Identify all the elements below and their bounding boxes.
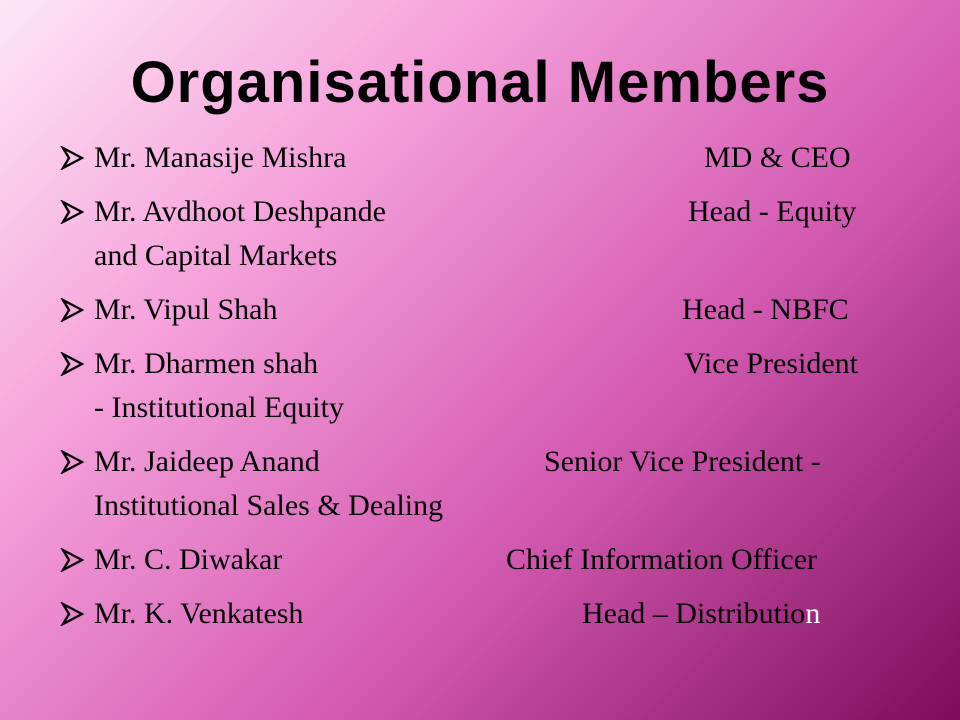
member-role: Vice President	[684, 347, 858, 380]
member-role-continued: and Capital Markets	[94, 239, 338, 272]
arrowhead-bullet-icon	[60, 440, 94, 484]
member-name: Mr. Vipul Shah	[94, 293, 278, 326]
arrowhead-bullet-icon	[60, 342, 94, 386]
member-role-continued: Institutional Sales & Dealing	[94, 489, 444, 522]
member-name: Mr. C. Diwakar	[94, 543, 283, 576]
member-role: MD & CEO	[704, 141, 851, 174]
member-name: Mr. Avdhoot Deshpande	[94, 195, 386, 228]
member-role	[582, 592, 820, 636]
slide-title: Organisational Members	[130, 50, 830, 115]
arrowhead-bullet-icon	[60, 136, 94, 180]
member-role: Senior Vice President -	[544, 445, 821, 478]
member-name: Mr. Jaideep Anand	[94, 445, 320, 478]
member-role-text: Head – Distributio	[582, 597, 806, 630]
member-role: Head - NBFC	[682, 293, 849, 326]
member-name: Mr. Manasije Mishra	[94, 141, 347, 174]
member-role: Chief Information Officer	[506, 543, 818, 576]
member-role-last-letter: n	[805, 597, 821, 630]
arrowhead-bullet-icon	[60, 288, 94, 332]
member-name: Mr. Dharmen shah	[94, 347, 319, 380]
member-role-continued: - Institutional Equity	[94, 391, 344, 424]
member-name: Mr. K. Venkatesh	[94, 597, 304, 630]
arrowhead-bullet-icon	[60, 190, 94, 234]
member-role: Head - Equity	[688, 195, 857, 228]
arrowhead-bullet-icon	[60, 538, 94, 582]
arrowhead-bullet-icon	[60, 592, 94, 636]
